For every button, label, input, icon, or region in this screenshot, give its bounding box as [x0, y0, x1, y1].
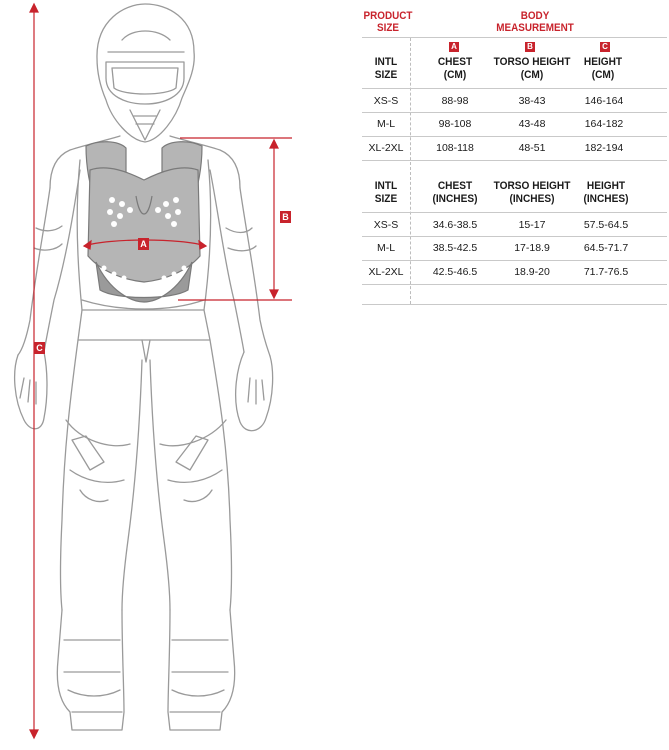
- product-size-header: PRODUCT SIZE: [363, 10, 413, 34]
- rider-size-illustration: [0, 0, 330, 750]
- inch-row-height: 57.5-64.5: [583, 219, 629, 231]
- row-rule: [362, 112, 667, 113]
- cm-row-size: M-L: [376, 118, 396, 130]
- row-rule: [362, 160, 667, 161]
- col-a-badge: A: [449, 42, 459, 52]
- cm-row-height: 182-194: [584, 142, 624, 154]
- row-rule: [362, 212, 667, 213]
- cm-chest-header: CHEST (CM): [437, 56, 473, 81]
- row-rule: [362, 260, 667, 261]
- row-rule: [362, 88, 667, 89]
- cm-row-chest: 108-118: [436, 142, 474, 154]
- helmet: [97, 4, 194, 142]
- inch-row-size: M-L: [376, 242, 396, 254]
- inch-chest-header: CHEST (INCHES): [432, 180, 478, 205]
- inch-size-header: INTL SIZE: [374, 180, 398, 205]
- cm-row-torso: 48-51: [518, 142, 546, 154]
- inch-row-size: XL-2XL: [368, 266, 404, 278]
- size-column-divider: [410, 38, 411, 304]
- inch-row-chest: 38.5-42.5: [432, 242, 478, 254]
- cm-row-torso: 43-48: [518, 118, 546, 130]
- cm-row-torso: 38-43: [518, 95, 546, 107]
- cm-size-header: INTL SIZE: [374, 56, 398, 81]
- inch-row-torso: 18.9-20: [514, 266, 550, 278]
- cm-row-size: XL-2XL: [368, 142, 404, 154]
- inch-torso-header: TORSO HEIGHT (INCHES): [493, 180, 571, 205]
- inch-row-height: 64.5-71.7: [583, 242, 629, 254]
- row-rule: [362, 236, 667, 237]
- cm-row-height: 164-182: [584, 118, 624, 130]
- col-c-badge: C: [600, 42, 610, 52]
- cm-row-height: 146-164: [584, 95, 624, 107]
- inch-row-height: 71.7-76.5: [583, 266, 629, 278]
- cm-row-size: XS-S: [373, 95, 399, 107]
- measure-a-badge: A: [138, 238, 149, 250]
- measure-b-badge: B: [280, 211, 291, 223]
- table-top-rule: [362, 37, 667, 38]
- inch-height-header: HEIGHT (INCHES): [583, 180, 629, 205]
- inch-row-torso: 17-18.9: [514, 242, 550, 254]
- row-rule: [362, 284, 667, 285]
- row-rule: [362, 136, 667, 137]
- body-measurement-header: BODY MEASUREMENT: [496, 10, 574, 34]
- cm-row-chest: 98-108: [438, 118, 472, 130]
- cm-height-header: HEIGHT (CM): [583, 56, 623, 81]
- col-b-badge: B: [525, 42, 535, 52]
- cm-torso-header: TORSO HEIGHT (CM): [493, 56, 571, 81]
- measure-c-badge: C: [34, 342, 45, 354]
- inch-row-torso: 15-17: [518, 219, 546, 231]
- inch-row-chest: 34.6-38.5: [432, 219, 478, 231]
- inch-row-size: XS-S: [373, 219, 399, 231]
- chest-protector: [86, 142, 202, 302]
- table-bottom-rule: [362, 304, 667, 305]
- cm-row-chest: 88-98: [441, 95, 469, 107]
- inch-row-chest: 42.5-46.5: [432, 266, 478, 278]
